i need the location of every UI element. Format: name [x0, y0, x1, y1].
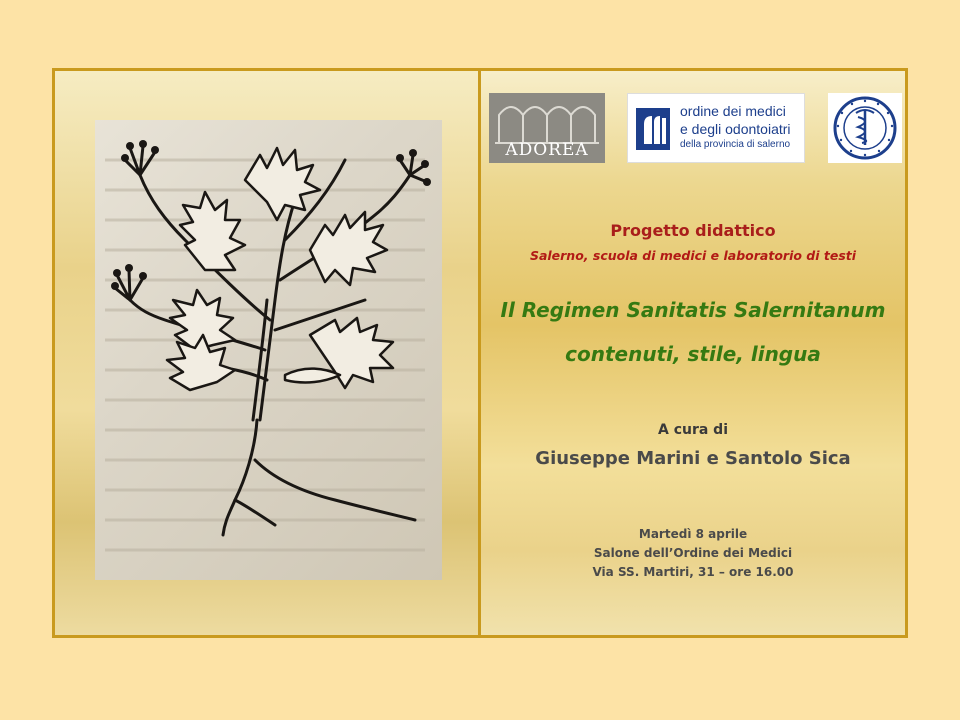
event-title: Il Regimen Sanitatis Salernitanum	[500, 298, 886, 322]
event-address: Via SS. Martiri, 31 – ore 16.00	[592, 565, 794, 579]
ordine-medici-logo	[627, 93, 805, 163]
adorea-logo	[489, 93, 605, 163]
ordine-emblem-icon	[634, 104, 674, 154]
ordine-line-2: e degli odontoiatri	[680, 121, 791, 137]
project-subtitle: Salerno, scuola di medici e laboratorio di testi	[529, 248, 857, 263]
ordine-line-1: ordine dei medici	[680, 103, 786, 119]
event-venue: Salone dell’Ordine dei Medici	[593, 546, 793, 560]
project-heading: Progetto didattico	[610, 221, 776, 240]
adorea-wordmark: ADOREA	[505, 140, 589, 160]
civitas-hippocratica-seal	[828, 93, 902, 163]
curated-label: A cura di	[657, 422, 729, 438]
event-date: Martedì 8 aprile	[638, 527, 748, 541]
event-subtitle: contenuti, stile, lingua	[565, 342, 821, 366]
woodcut-plant-illustration	[95, 120, 442, 580]
ordine-line-3: della provincia di salerno	[680, 139, 791, 150]
curators-names: Giuseppe Marini e Santolo Sica	[535, 448, 851, 469]
